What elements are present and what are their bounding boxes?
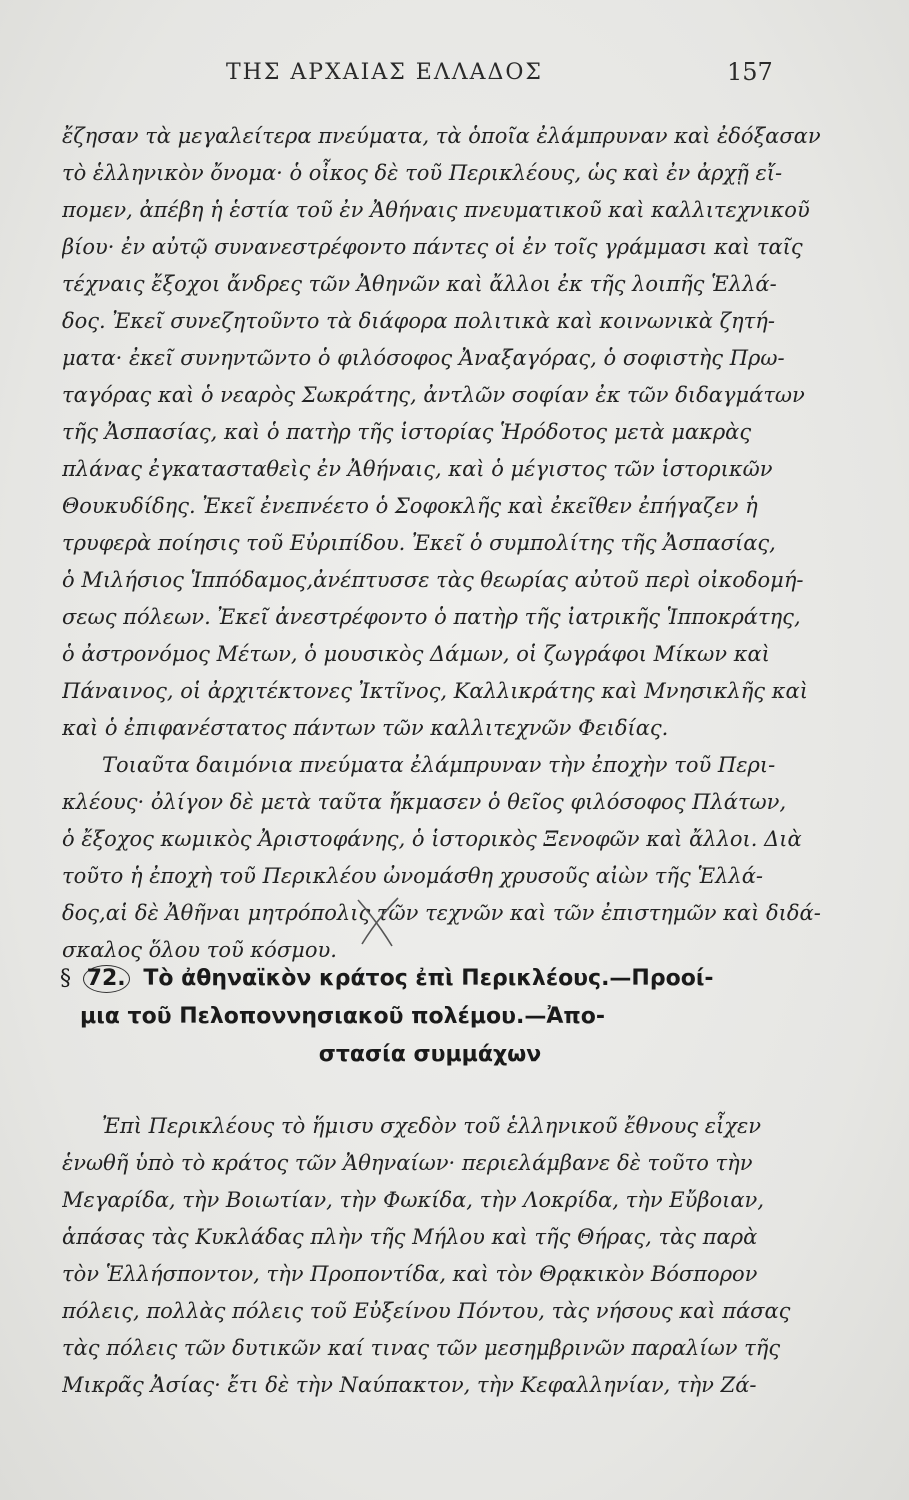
- running-header: [0, 58, 909, 94]
- text-line: Ἐπὶ Περικλέους τὸ ἥμισυ σχεδὸν τοῦ ἑλληνικοῦ ἔθνους εἶχεν: [102, 1114, 762, 1138]
- main-text: [62, 118, 822, 969]
- text-line: ἑνωθῆ ὑπὸ τὸ κράτος τῶν Ἀθηναίων· περιελάμβανε δὲ τοῦτο τὴν: [62, 1151, 753, 1175]
- text-line: Πάναινος, οἱ ἀρχιτέκτονες Ἰκτῖνος, Καλλικράτης καὶ Μνησικλῆς καὶ: [62, 679, 808, 703]
- text-line: Μικρᾶς Ἀσίας· ἔτι δὲ τὴν Ναύπακτον, τὴν Κεφαλληνίαν, τὴν Ζά-: [62, 1373, 757, 1397]
- text-line: δος. Ἐκεῖ συνεζητοῦντο τὰ διάφορα πολιτικὰ καὶ κοινωνικὰ ζητή-: [62, 309, 775, 333]
- text-line: ἔζησαν τὰ μεγαλείτερα πνεύματα, τὰ ὁποῖα ἐλάμπρυναν καὶ ἐδόξασαν: [62, 124, 821, 148]
- text-line: τῆς Ἀσπασίας, καὶ ὁ πατὴρ τῆς ἱστορίας Ἡρόδοτος μετὰ μακρὰς: [62, 420, 752, 444]
- text-line: σεως πόλεων. Ἐκεῖ ἀνεστρέφοντο ὁ πατὴρ τῆς ἰατρικῆς Ἱπποκράτης,: [62, 605, 801, 629]
- text-line: Τοιαῦτα δαιμόνια πνεύματα ἐλάμπρυναν τὴν ἐποχὴν τοῦ Περι-: [102, 753, 776, 777]
- text-line: Μεγαρίδα, τὴν Βοιωτίαν, τὴν Φωκίδα, τὴν Λοκρίδα, τὴν Εὔβοιαν,: [62, 1188, 764, 1212]
- section-sign: §: [60, 966, 71, 991]
- paragraph: [62, 747, 822, 969]
- section-title-line-3: στασία συμμάχων: [318, 1042, 542, 1067]
- text-line: τὰς πόλεις τῶν δυτικῶν καί τινας τῶν μεσημβρινῶν παραλίων τῆς: [62, 1336, 781, 1360]
- text-line: βίου· ἐν αὐτῷ συνανεστρέφοντο πάντες οἱ ἐν τοῖς γράμμασι καὶ ταῖς: [62, 235, 803, 259]
- text-line: τὸ ἑλληνικὸν ὄνομα· ὁ οἶκος δὲ τοῦ Περικλέους, ὡς καὶ ἐν ἀρχῇ εἴ-: [62, 161, 783, 185]
- section-text: [62, 1108, 822, 1404]
- text-line: ταγόρας καὶ ὁ νεαρὸς Σωκράτης, ἀντλῶν σοφίαν ἐκ τῶν διδαγμάτων: [62, 383, 805, 407]
- paragraph: [62, 118, 822, 747]
- section-title-line-2: μια τοῦ Πελοποννησιακοῦ πολέμου.—Ἀπο-: [80, 1004, 606, 1029]
- text-line: πόλεις, πολλὰς πόλεις τοῦ Εὐξείνου Πόντου, τὰς νήσους καὶ πάσας: [62, 1299, 791, 1323]
- pencil-x-mark: [352, 896, 404, 948]
- text-line: πλάνας ἐγκατασταθεὶς ἐν Ἀθήναις, καὶ ὁ μέγιστος τῶν ἱστορικῶν: [62, 457, 773, 481]
- text-line: ὁ Μιλήσιος Ἱππόδαμος,ἀνέπτυσσε τὰς θεωρίας αὐτοῦ περὶ οἰκοδομή-: [62, 568, 804, 592]
- text-line: τρυφερὰ ποίησις τοῦ Εὐριπίδου. Ἐκεῖ ὁ συμπολίτης τῆς Ἀσπασίας,: [62, 531, 776, 555]
- text-line: καὶ ὁ ἐπιφανέστατος πάντων τῶν καλλιτεχνῶν Φειδίας.: [62, 716, 669, 740]
- text-line: πομεν, ἀπέβη ἡ ἑστία τοῦ ἐν Ἀθήναις πνευματικοῦ καὶ καλλιτεχνικοῦ: [62, 198, 810, 222]
- text-line: τοῦτο ἡ ἐποχὴ τοῦ Περικλέου ὠνομάσθη χρυσοῦς αἰὼν τῆς Ἑλλά-: [62, 864, 764, 888]
- text-line: δος,αἱ δὲ Ἀθῆναι μητρόπολις τῶν τεχνῶν καὶ τῶν ἐπιστημῶν καὶ διδά-: [62, 901, 821, 925]
- section-heading: [60, 960, 830, 1074]
- text-line: κλέους· ὀλίγον δὲ μετὰ ταῦτα ἤκμασεν ὁ θεῖος φιλόσοφος Πλάτων,: [62, 790, 787, 814]
- text-line: Θουκυδίδης. Ἐκεῖ ἐνεπνέετο ὁ Σοφοκλῆς καὶ ἐκεῖθεν ἐπήγαζεν ἡ: [62, 494, 758, 518]
- text-line: ἁπάσας τὰς Κυκλάδας πλὴν τῆς Μήλου καὶ τῆς Θήρας, τὰς παρὰ: [62, 1225, 758, 1249]
- text-line: ὁ ἀστρονόμος Μέτων, ὁ μουσικὸς Δάμων, οἱ ζωγράφοι Μίκων καὶ: [62, 642, 770, 666]
- running-title: ΤΗΣ ΑΡΧΑΙΑΣ ΕΛΛΑΔΟΣ: [226, 60, 543, 85]
- text-line: ματα· ἐκεῖ συνηντῶντο ὁ φιλόσοφος Ἀναξαγόρας, ὁ σοφιστὴς Πρω-: [62, 346, 785, 370]
- text-line: τέχναις ἔξοχοι ἄνδρες τῶν Ἀθηνῶν καὶ ἄλλοι ἐκ τῆς λοιπῆς Ἑλλά-: [62, 272, 777, 296]
- text-line: τὸν Ἑλλήσποντον, τὴν Προποντίδα, καὶ τὸν Θρᾳκικὸν Βόσπορον: [62, 1262, 758, 1286]
- paragraph: [62, 1108, 822, 1404]
- section-number: 72.: [83, 965, 130, 993]
- text-line: σκαλος ὅλου τοῦ κόσμου.: [62, 938, 337, 962]
- text-line: ὁ ἔξοχος κωμικὸς Ἀριστοφάνης, ὁ ἱστορικὸς Ξενοφῶν καὶ ἄλλοι. Διὰ: [62, 827, 802, 851]
- page-number: 157: [727, 58, 773, 86]
- section-title-line-1: Τὸ ἀθηναϊκὸν κράτος ἐπὶ Περικλέους.—Προοί-: [143, 966, 714, 991]
